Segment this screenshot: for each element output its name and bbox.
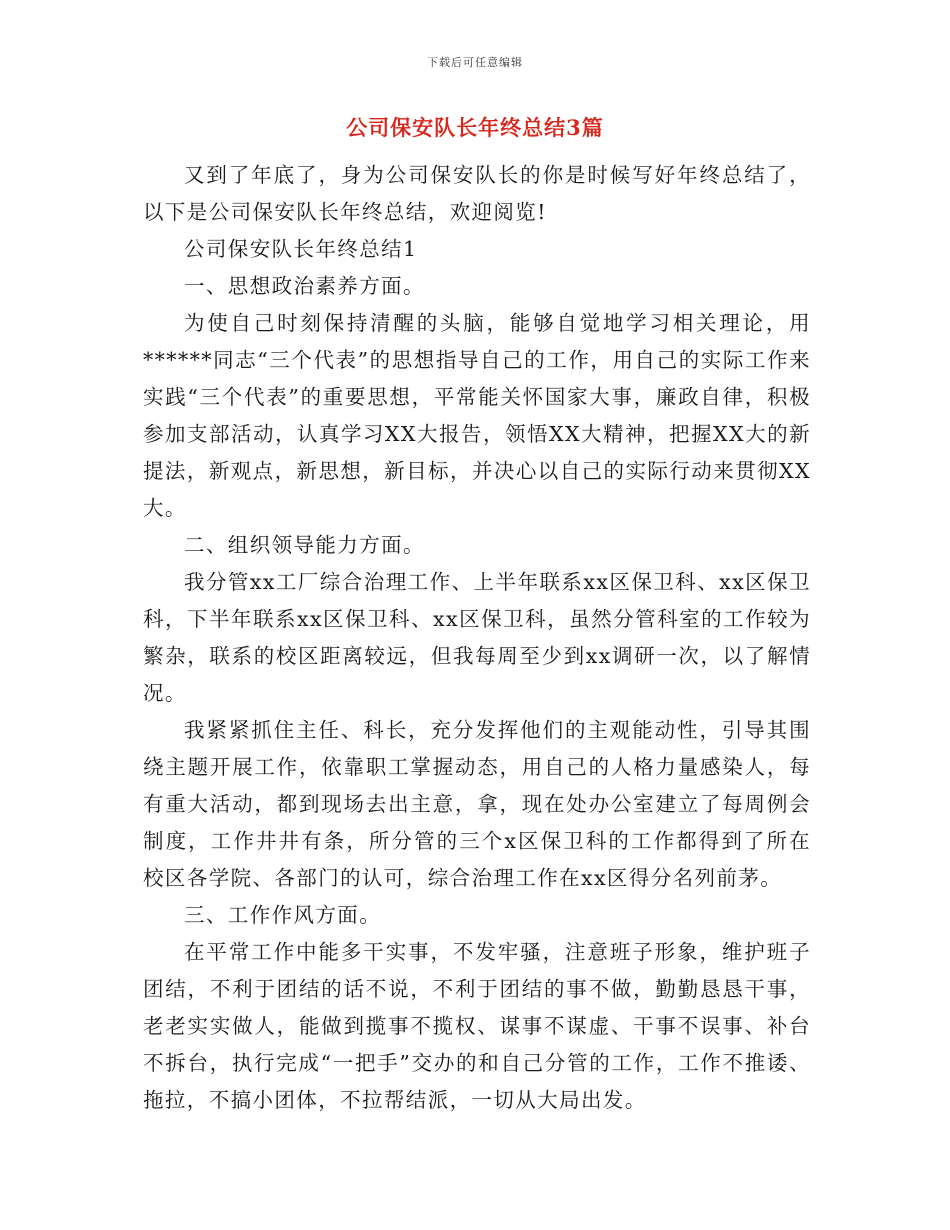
header-note: 下载后可任意编辑 bbox=[427, 56, 523, 69]
body-paragraph: 为使自己时刻保持清醒的头脑，能够自觉地学习相关理论，用******同志“三个代表”的思想指导自己的工作，用自己的实际工作来实践“三个代表”的重要思想，平常能关怀国家大事，廉政自律，积极参加支部活动，认真学习XX大报告，领悟XX大精神，把握XX大的新提法，新观点，新思想，新目标，并决心以自己的实际行动来贯彻XX大。 bbox=[143, 311, 811, 520]
body-paragraph: 我分管xx工厂综合治理工作、上半年联系xx区保卫科、xx区保卫科，下半年联系xx区保卫科、xx区保卫科，虽然分管科室的工作较为繁杂，联系的校区距离较远，但我每周至少到xx调研一次，以了解情况。 bbox=[143, 570, 811, 705]
section-heading-political: 一、思想政治素养方面。 bbox=[184, 274, 425, 298]
section-heading-summary-1: 公司保安队长年终总结1 bbox=[184, 237, 418, 261]
body-paragraph: 我紧紧抓住主任、科长，充分发挥他们的主观能动性，引导其围绕主题开展工作，依靠职工掌握动态，用自己的人格力量感染人，每有重大活动，都到现场去出主意，拿，现在处办公室建立了每周例会制度，工作井井有条，所分管的三个x区保卫科的工作都得到了所在校区各学院、各部门的认可，综合治理工作在xx区得分名列前茅。 bbox=[143, 718, 811, 890]
body-paragraph: 在平常工作中能多干实事，不发牢骚，注意班子形象，维护班子团结，不利于团结的话不说，不利于团结的事不做，勤勤恳恳干事，老老实实做人，能做到揽事不揽权、谋事不谋虚、干事不误事、补台不拆台，执行完成“一把手”交办的和自己分管的工作，工作不推诿、拖拉，不搞小团体，不拉帮结派，一切从大局出发。 bbox=[143, 940, 811, 1112]
section-heading-work-style: 三、工作作风方面。 bbox=[184, 903, 382, 927]
section-heading-leadership: 二、组织领导能力方面。 bbox=[184, 533, 425, 557]
document-title: 公司保安队长年终总结3篇 bbox=[346, 115, 604, 140]
document-body bbox=[143, 157, 811, 1119]
intro-paragraph: 又到了年底了，身为公司保安队长的你是时候写好年终总结了，以下是公司保安队长年终总结，欢迎阅览! bbox=[143, 163, 811, 224]
